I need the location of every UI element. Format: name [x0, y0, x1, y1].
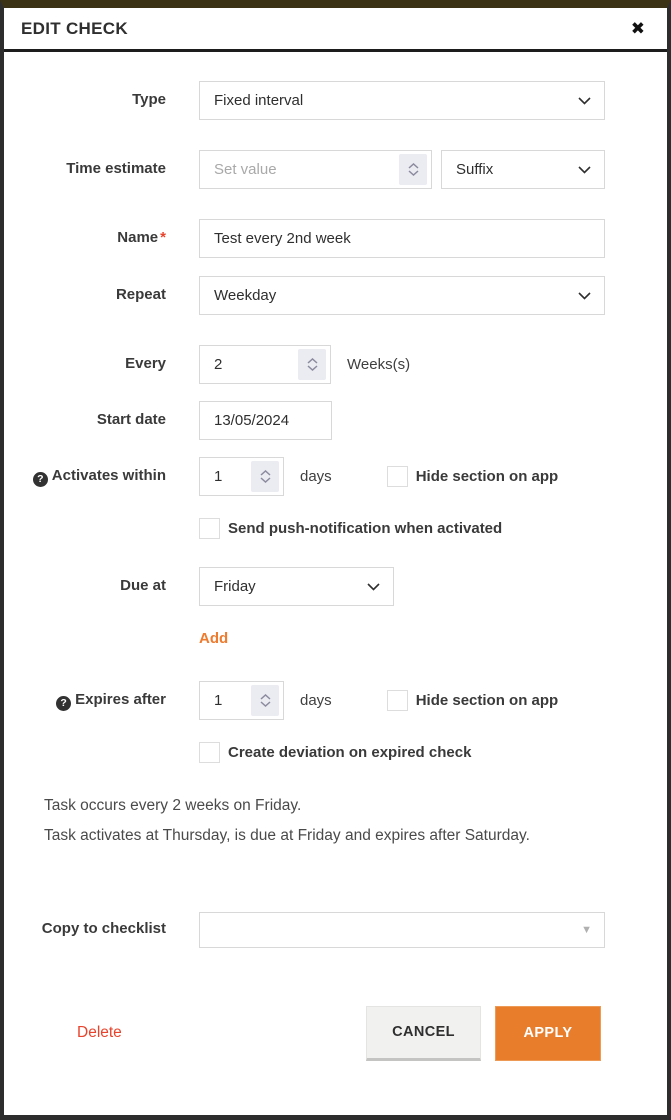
time-estimate-input[interactable] [200, 161, 399, 178]
checkbox-icon [387, 690, 408, 711]
time-estimate-input-box [199, 150, 432, 189]
name-input[interactable] [199, 219, 605, 258]
every-label: Every [125, 355, 166, 373]
type-row [21, 81, 667, 120]
cancel-button[interactable]: CANCEL [366, 1006, 481, 1061]
push-notification-checkbox[interactable] [199, 518, 502, 539]
time-estimate-row [21, 150, 667, 189]
activates-hide-section-label: Hide section on app [415, 468, 559, 485]
help-icon[interactable]: ? [33, 472, 48, 487]
time-estimate-suffix-select[interactable] [441, 150, 605, 189]
expires-after-input-box [199, 681, 284, 720]
due-at-select[interactable] [199, 567, 394, 606]
every-stepper[interactable] [298, 349, 326, 380]
expires-after-unit-label: days [300, 692, 332, 709]
summary-line-1: Task occurs every 2 weeks on Friday. [44, 797, 302, 814]
expires-after-input[interactable] [200, 692, 251, 709]
checkbox-icon [199, 518, 220, 539]
repeat-select[interactable] [199, 276, 605, 315]
expires-after-row [21, 681, 667, 720]
repeat-label: Repeat [115, 286, 166, 304]
expires-after-label: ? Expires after [21, 691, 166, 711]
name-row [21, 219, 667, 258]
chevron-down-icon [578, 166, 591, 174]
start-date-input[interactable] [199, 401, 332, 440]
push-notification-row [199, 518, 667, 539]
modal-footer [21, 1006, 667, 1061]
copy-to-checklist-row [21, 912, 667, 948]
dropdown-arrow-icon: ▼ [581, 923, 592, 936]
activates-within-input[interactable] [200, 468, 251, 485]
due-at-label: Due at [120, 577, 166, 595]
delete-link[interactable]: Delete [77, 1024, 122, 1042]
copy-to-checklist-select[interactable] [199, 912, 605, 948]
time-estimate-stepper[interactable] [399, 154, 427, 185]
due-at-row [21, 567, 667, 606]
due-at-select-value: Friday [214, 578, 256, 595]
start-date-row [21, 401, 667, 440]
activates-within-unit-label: days [300, 468, 332, 485]
expires-after-stepper[interactable] [251, 685, 279, 716]
name-label: Name * [117, 229, 166, 247]
modal-header [4, 8, 667, 52]
help-icon[interactable]: ? [56, 696, 71, 711]
every-input[interactable] [200, 356, 298, 373]
close-icon[interactable]: ✖ [630, 19, 645, 38]
expires-hide-section-checkbox[interactable] [387, 690, 559, 711]
add-link[interactable]: Add [199, 630, 229, 647]
modal-body [4, 52, 667, 1061]
activates-hide-section-checkbox[interactable] [387, 466, 559, 487]
summary-text [21, 796, 667, 846]
add-row [199, 630, 667, 647]
every-unit-label: Weeks(s) [347, 356, 411, 373]
every-input-box [199, 345, 331, 384]
type-select[interactable] [199, 81, 605, 120]
copy-to-checklist-label: Copy to checklist [41, 920, 166, 938]
type-label: Type [132, 91, 166, 109]
create-deviation-row [199, 742, 667, 763]
modal-title: EDIT CHECK [21, 18, 128, 38]
chevron-down-icon [367, 583, 380, 591]
chevron-down-icon [578, 97, 591, 105]
chevron-down-icon [578, 292, 591, 300]
activates-within-row [21, 457, 667, 496]
repeat-select-value: Weekday [214, 287, 277, 304]
repeat-row [21, 276, 667, 315]
apply-button[interactable]: APPLY [495, 1006, 601, 1061]
start-date-label: Start date [96, 411, 166, 429]
activates-within-input-box [199, 457, 284, 496]
checkbox-icon [387, 466, 408, 487]
summary-line-2: Task activates at Thursday, is due at Friday and expires after Saturday. [44, 827, 530, 845]
suffix-select-value: Suffix [456, 161, 494, 178]
time-estimate-label: Time estimate [66, 160, 166, 178]
activates-within-label: ? Activates within [21, 467, 166, 487]
type-select-value: Fixed interval [214, 92, 304, 109]
checkbox-icon [199, 742, 220, 763]
activates-within-stepper[interactable] [251, 461, 279, 492]
expires-hide-section-label: Hide section on app [415, 692, 559, 709]
create-deviation-label: Create deviation on expired check [228, 744, 472, 761]
required-asterisk: * [160, 229, 166, 247]
create-deviation-checkbox[interactable] [199, 742, 471, 763]
push-notification-label: Send push-notification when activated [228, 520, 503, 537]
every-row [21, 345, 667, 384]
